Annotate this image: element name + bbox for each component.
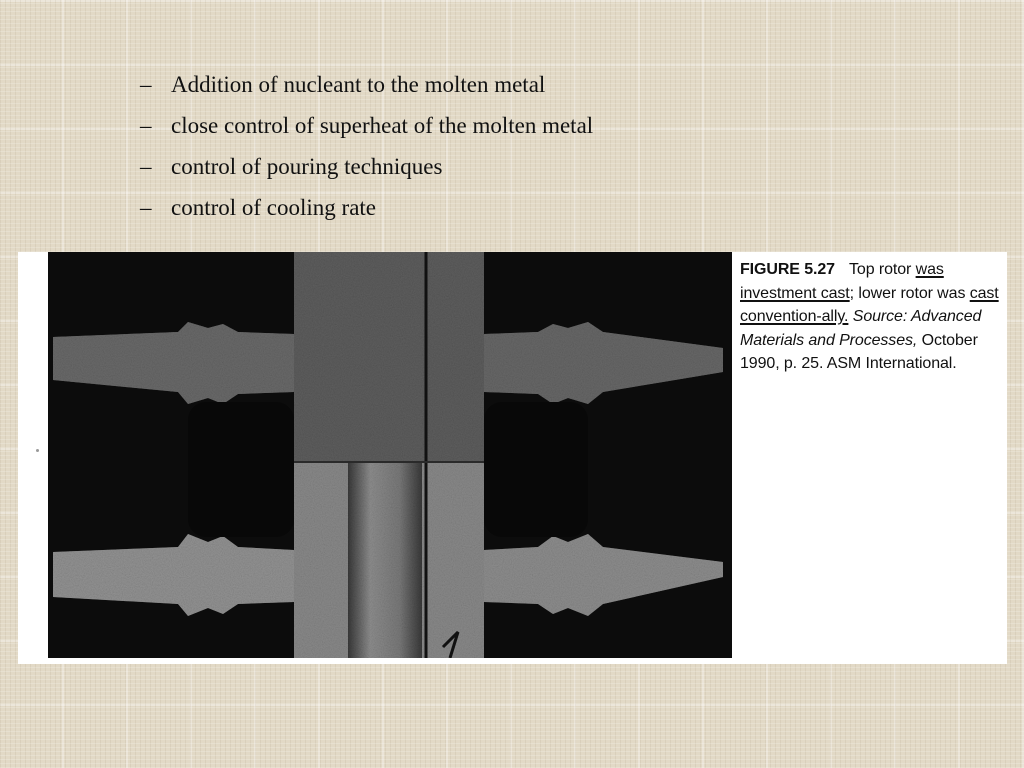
- bullet-item: – control of cooling rate: [140, 195, 377, 220]
- figure-panel: [18, 252, 1007, 664]
- rotor-shaft: [348, 462, 422, 658]
- bullet-item: – close control of superheat of the molten metal: [140, 113, 594, 138]
- scan-speck: [36, 449, 39, 452]
- bullet-list: [140, 64, 593, 228]
- rotor-photo: [48, 252, 732, 658]
- figure-caption: FIGURE 5.27 Top rotor was investment cast; lower rotor was cast convention-ally. Source: Advanced Materials and Processes, October 1990, p. 25. ASM International.: [740, 261, 999, 372]
- figure-source: Source: Advanced Materials and Processes,: [740, 308, 982, 349]
- bullet-item: – control of pouring techniques: [140, 154, 443, 179]
- bullet-item: – Addition of nucleant to the molten metal: [140, 72, 546, 97]
- figure-number: FIGURE 5.27: [740, 261, 835, 278]
